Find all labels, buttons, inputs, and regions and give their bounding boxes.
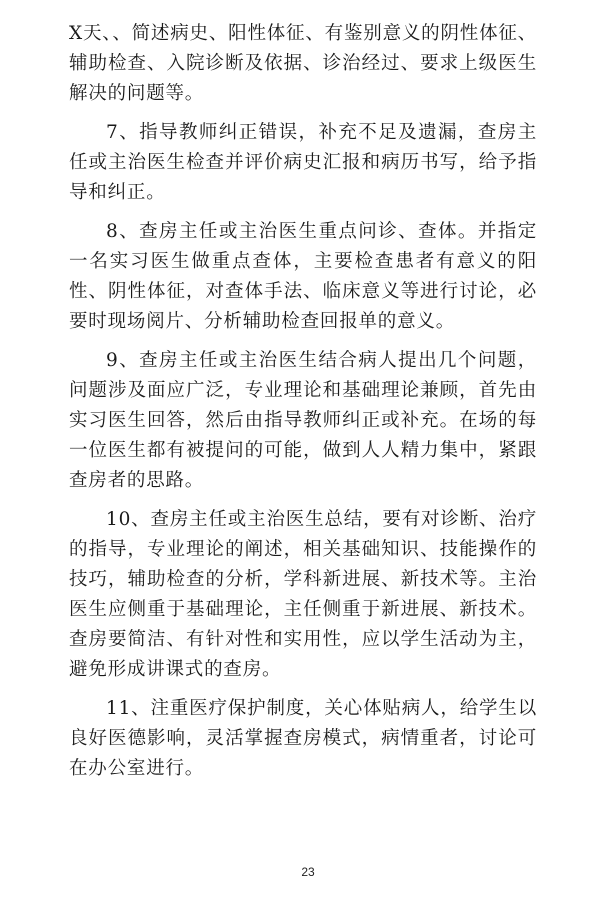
paragraph-item-11: 11、注重医疗保护制度，关心体贴病人，给学生以良好医德影响，灵活掌握查房模式，病情重者，讨论可在办公室进行。 [69, 698, 537, 779]
document-page [69, 19, 537, 784]
paragraph-item-9: 9、查房主任或主治医生结合病人提出几个问题，问题涉及面应广泛，专业理论和基础理论兼顾，首先由实习医生回答，然后由指导教师纠正或补充。在场的每一位医生都有被提问的可能，做到人人精力集中，紧跟查房者的思路。 [69, 350, 537, 491]
paragraph-item-7: 7、指导教师纠正错误，补充不足及遗漏，查房主任或主治医生检查并评价病史汇报和病历书写，给予指导和纠正。 [69, 122, 537, 203]
paragraph-item-8: 8、查房主任或主治医生重点问诊、查体。并指定一名实习医生做重点查体，主要检查患者有意义的阳性、阴性体征，对查体手法、临床意义等进行讨论，必要时现场阅片、分析辅助检查回报单的意义。 [69, 221, 537, 332]
paragraph-item-10: 10、查房主任或主治医生总结，要有对诊断、治疗的指导，专业理论的阐述，相关基础知识、技能操作的技巧，辅助检查的分析，学科新进展、新技术等。主治医生应侧重于基础理论，主任侧重于新进展、新技术。查房要简洁、有针对性和实用性，应以学生活动为主，避免形成讲课式的查房。 [69, 509, 537, 680]
page-number: 23 [301, 865, 315, 879]
paragraph-continuation: X天、、简述病史、阳性体征、有鉴别意义的阴性体征、辅助检查、入院诊断及依据、诊治经过、要求上级医生解决的问题等。 [69, 23, 537, 104]
